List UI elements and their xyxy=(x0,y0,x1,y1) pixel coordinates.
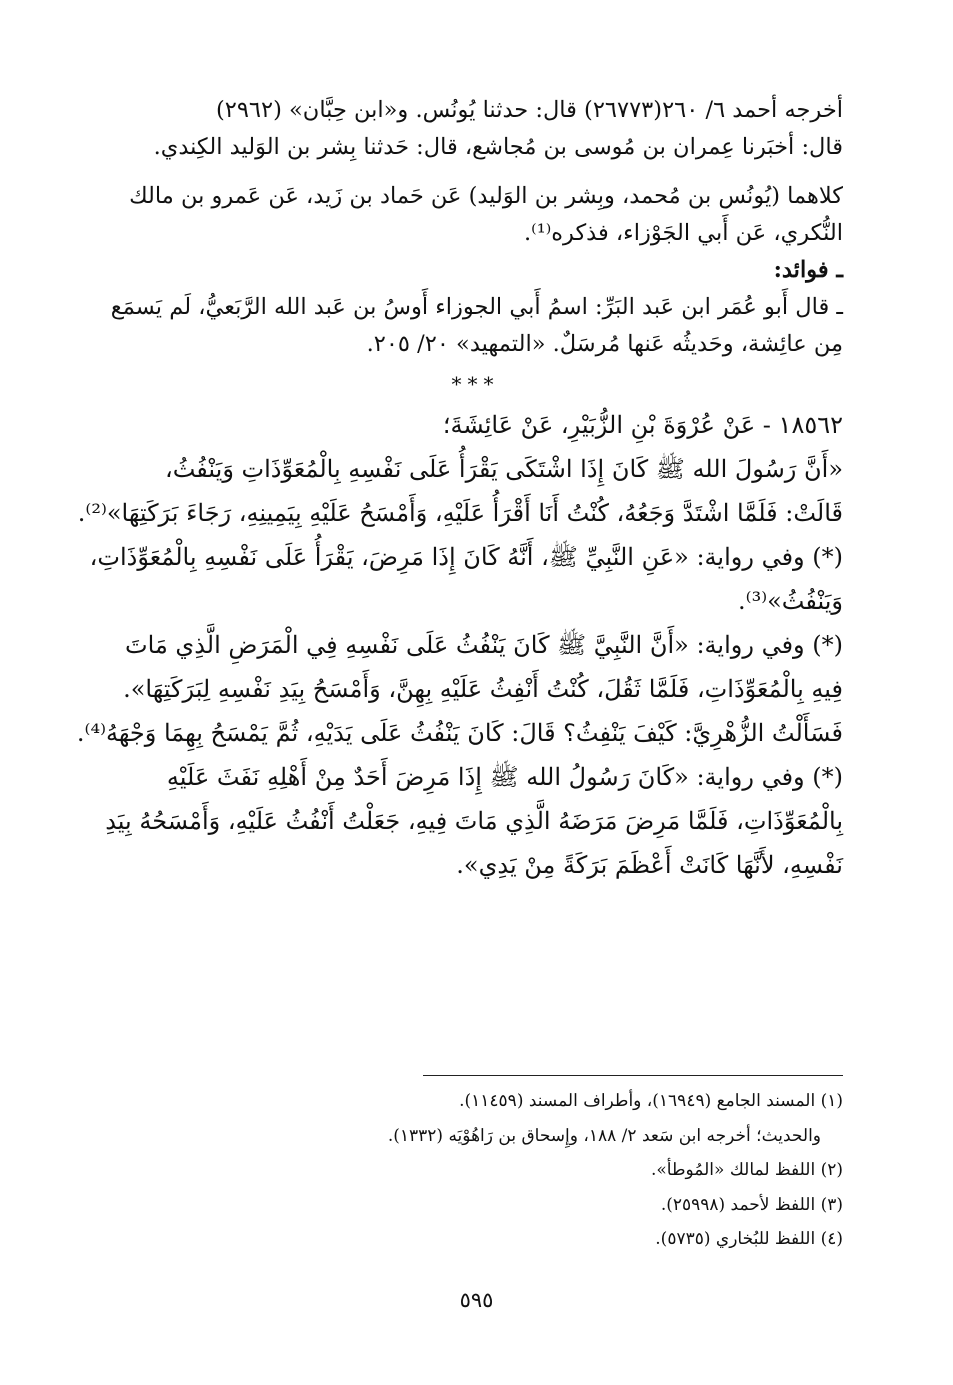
hadith-riwaya-line: فِيهِ بِالْمُعَوِّذَاتِ، فَلَمَّا ثَقُلَ، كُنْتُ أَنْفِثُ عَلَيْهِ بِهِنَّ، وَأَمْسَحُ بِيَدِ نَفْسِهِ لِبَرَكَتِهَا». xyxy=(123,675,843,703)
hadith-text-line: «أَنَّ رَسُولَ الله ﷺ كَانَ إِذَا اشْتَكَى يَقْرَأُ عَلَى نَفْسِهِ بِالْمُعَوِّذَاتِ وَيَنْفُثُ، xyxy=(164,455,843,483)
takhrij-line-3: كلاهما (يُونُس بن مُحمد، وبِشر بن الوَليد) عَن حَماد بن زَيد، عَن عَمرو بن مالك xyxy=(129,183,843,209)
footnote-4: (٤) اللفظ للبُخاري (٥٧٣٥). xyxy=(655,1229,843,1249)
takhrij-line-2: قال: أخبَرنا عِمران بن مُوسى بن مُجاشع، قال: حَدثنا بِشر بن الوَليد الكِندي. xyxy=(153,134,843,160)
hadith-riwaya-line: (*) وفي رواية: «كَانَ رَسُولُ الله ﷺ إِذَا مَرِضَ أَحَدٌ مِنْ أَهْلِهِ نَفَثَ عَلَيْهِ xyxy=(166,763,843,791)
fawaid-line-2: مِن عائِشة، وحَديثُه عَنها مُرسَلٌ. «التمهيد» ٢٠/ ٢٠٥. xyxy=(366,331,843,357)
footnote-3: (٣) اللفظ لأحمد (٢٥٩٩٨). xyxy=(660,1194,843,1215)
section-separator: *** xyxy=(451,372,500,396)
page-body xyxy=(76,92,843,887)
footnote-1-continuation: والحديث؛ أخرجه ابن سَعد ٢/ ١٨٨، وإِسحاق بن رَاهُوْيَه (١٣٣٢). xyxy=(387,1125,821,1146)
hadith-number-line: ١٨٥٦٢ - عَنْ عُرْوَةَ بْنِ الزُّبَيْرِ، عَنْ عَائِشَةَ؛ xyxy=(442,411,843,439)
footnote-2: (٢) اللفظ لمالك «المُوطأ». xyxy=(650,1160,843,1180)
hadith-riwaya-line: بِالْمُعَوِّذَاتِ، فَلَمَّا مَرِضَ مَرَضَهُ الَّذِي مَاتَ فِيهِ، جَعَلْتُ أَنْفُثُ عَلَيْهِ، وَأَمْسَحُهُ بِيَدِ xyxy=(105,807,843,835)
takhrij-line-4: النُّكري، عَن أَبي الجَوْزاء، فذكره⁽¹⁾. xyxy=(524,220,843,246)
fawaid-heading: ـ فوائد: xyxy=(773,257,843,283)
takhrij-line-1: أخرجه أحمد ٦/ ٢٦٠(٢٦٧٧٣) قال: حدثنا يُونُس. و«ابن حِبَّان» (٢٩٦٢) xyxy=(215,97,843,123)
hadith-text-line: قَالَتْ: فَلَمَّا اشْتَدَّ وَجَعُهُ، كُنْتُ أَنَا أَقْرَأُ عَلَيْهِ، وَأَمْسَحُ عَلَيْهِ بِيَمِينِهِ، رَجَاءَ بَرَكَتِهَا»⁽²⁾. xyxy=(77,499,843,527)
footnotes xyxy=(387,1075,843,1257)
hadith-riwaya-line: وَيَنْفُثُ»⁽³⁾. xyxy=(738,587,843,615)
hadith-riwaya-line: فَسَأَلْتُ الزُّهْرِيَّ: كَيْفَ يَنْفِثُ؟ قَالَ: كَانَ يَنْفُثُ عَلَى يَدَيْهِ، ثُمَّ يَمْسَحُ بِهِمَا وَجْهَهُ⁽⁴⁾. xyxy=(76,719,843,747)
fawaid-line-1: ـ قال أَبو عُمَر ابن عَبد البَرِّ: اسمُ أَبي الجوزاء أَوسُ بن عَبد الله الرَّبَعيُّ، لَم يَسمَع xyxy=(110,294,843,320)
hadith-riwaya-line: (*) وفي رواية: «عَنِ النَّبِيِّ ﷺ، أَنَّهُ كَانَ إِذَا مَرِضَ، يَقْرَأُ عَلَى نَفْسِهِ بِالْمُعَوِّذَاتِ، xyxy=(89,543,843,571)
footnote-1: (١) المسند الجامع (١٦٩٤٩)، وأطراف المسند (١١٤٥٩). xyxy=(459,1091,843,1111)
page-number: ٥٩٥ xyxy=(459,1288,494,1312)
hadith-riwaya-line: (*) وفي رواية: «أَنَّ النَّبِيَّ ﷺ كَانَ يَنْفُثُ عَلَى نَفْسِهِ فِي الْمَرَضِ الَّذِي مَاتَ xyxy=(125,631,843,659)
hadith-riwaya-line: نَفْسِهِ، لأَنَّهَا كَانَتْ أَعْظَمَ بَرَكَةً مِنْ يَدِي». xyxy=(456,851,843,879)
